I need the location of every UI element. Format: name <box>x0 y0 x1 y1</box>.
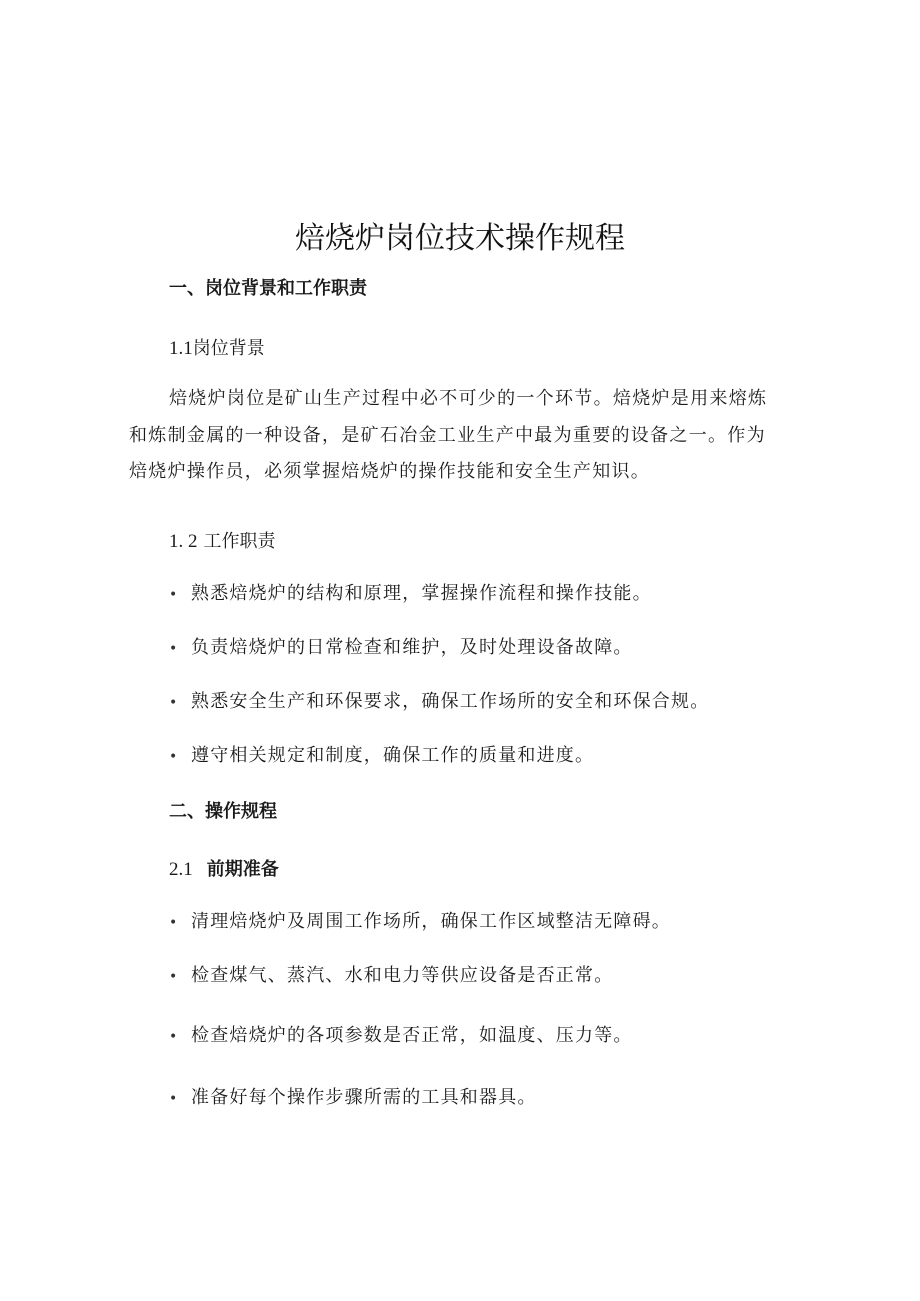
subsection-label: 岗位背景 <box>192 338 265 359</box>
bullet-icon: • <box>169 641 179 657</box>
bullet-icon: • <box>169 749 179 765</box>
paragraph-line: 焙烧炉岗位是矿山生产过程中必不可少的一个环节。焙烧炉是用来熔炼 <box>169 388 768 409</box>
subsection-number: 1. 2 <box>169 531 198 552</box>
list-item-text: 遵守相关规定和制度，确保工作的质量和进度。 <box>191 745 595 766</box>
section-2-heading: 二、操作规程 <box>169 801 277 822</box>
subsection-1-2-heading <box>169 529 276 555</box>
list-item-text: 熟悉焙烧炉的结构和原理，掌握操作流程和操作技能。 <box>191 583 652 604</box>
document-title: 焙烧炉岗位技术操作规程 <box>295 221 625 256</box>
subsection-1-1-heading <box>169 336 265 362</box>
list-item <box>169 581 652 608</box>
bullet-icon: • <box>169 1091 179 1107</box>
list-item-text: 检查焙烧炉的各项参数是否正常，如温度、压力等。 <box>191 1025 633 1046</box>
list-item-text: 检查煤气、蒸汽、水和电力等供应设备是否正常。 <box>191 965 614 986</box>
section-1-heading: 一、岗位背景和工作职责 <box>169 278 367 299</box>
list-item-text: 熟悉安全生产和环保要求，确保工作场所的安全和环保合规。 <box>191 691 710 712</box>
list-item <box>169 1085 537 1112</box>
list-item-text: 负责焙烧炉的日常检查和维护，及时处理设备故障。 <box>191 637 633 658</box>
paragraph-line: 焙烧炉操作员，必须掌握焙烧炉的操作技能和安全生产知识。 <box>129 461 651 482</box>
bullet-icon: • <box>169 695 179 711</box>
list-item <box>169 635 633 662</box>
subsection-label: 前期准备 <box>206 859 279 880</box>
bullet-icon: • <box>169 915 179 931</box>
subsection-2-1-heading <box>169 857 279 883</box>
paragraph-line: 和炼制金属的一种设备，是矿石冶金工业生产中最为重要的设备之一。作为 <box>129 424 766 446</box>
bullet-icon: • <box>169 1029 179 1045</box>
list-item <box>169 689 709 716</box>
subsection-label: 工作职责 <box>203 531 276 552</box>
list-item <box>169 743 594 770</box>
list-item-text: 清理焙烧炉及周围工作场所，确保工作区域整洁无障碍。 <box>191 911 671 932</box>
list-item <box>169 1023 633 1050</box>
list-item <box>169 963 613 990</box>
subsection-number: 1.1 <box>169 338 193 359</box>
subsection-number: 2.1 <box>169 859 193 880</box>
bullet-icon: • <box>169 587 179 603</box>
list-item-text: 准备好每个操作步骤所需的工具和器具。 <box>191 1087 537 1108</box>
background-paragraph <box>129 381 801 491</box>
bullet-icon: • <box>169 969 179 985</box>
list-item <box>169 909 671 936</box>
